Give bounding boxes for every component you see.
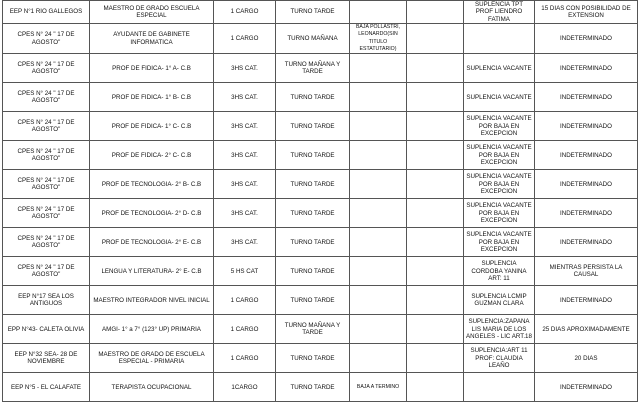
status-cell: SUPLENCIA VACANTE POR BAJA EN EXCEPCION [464, 141, 535, 170]
leave-cell [350, 286, 407, 315]
shift-cell: TURNO TARDE [276, 257, 350, 286]
hours-cell: 1 CARGO [214, 315, 276, 344]
leave-cell [350, 54, 407, 83]
duration-cell: INDETERMINADO [535, 83, 638, 112]
table-body [3, 1, 638, 402]
school-cell: CPES N° 24 " 17 DE AGOSTO" [3, 141, 90, 170]
position-cell: PROF DE TECNOLOGIA- 2° B- C.B [90, 170, 214, 199]
notes-cell [407, 1, 464, 24]
position-cell: AMGI- 1° a 7° (123° UP) PRIMARIA [90, 315, 214, 344]
status-cell: SUPLENCIA:ART 11 PROF: CLAUDIA LEAÑO [464, 344, 535, 373]
school-cell: CPES N° 24 " 17 DE AGOSTO" [3, 228, 90, 257]
duration-cell: INDETERMINADO [535, 54, 638, 83]
table-row [3, 112, 638, 141]
shift-cell: TURNO TARDE [276, 344, 350, 373]
table-row [3, 83, 638, 112]
notes-cell [407, 344, 464, 373]
position-cell: PROF DE TECNOLOGIA- 2° D- C.B [90, 199, 214, 228]
duration-cell: 25 DIAS APROXIMADAMENTE [535, 315, 638, 344]
notes-cell [407, 228, 464, 257]
hours-cell: 3HS CAT. [214, 112, 276, 141]
notes-cell [407, 112, 464, 141]
vacancy-table [2, 0, 638, 402]
duration-cell: MIENTRAS PERSISTA LA CAUSAL [535, 257, 638, 286]
school-cell: EPP N°43- CALETA OLIVIA [3, 315, 90, 344]
shift-cell: TURNO TARDE [276, 1, 350, 24]
shift-cell: TURNO TARDE [276, 170, 350, 199]
table-row [3, 257, 638, 286]
hours-cell: 3HS CAT. [214, 141, 276, 170]
status-cell: SUPLENCIA VACANTE [464, 54, 535, 83]
leave-cell [350, 315, 407, 344]
duration-cell: INDETERMINADO [535, 141, 638, 170]
school-cell: CPES N° 24 " 17 DE AGOSTO" [3, 24, 90, 54]
leave-cell [350, 170, 407, 199]
table-row [3, 170, 638, 199]
shift-cell: TURNO MAÑANA Y TARDE [276, 315, 350, 344]
duration-cell: INDETERMINADO [535, 228, 638, 257]
position-cell: MAESTRO DE GRADO DE ESCUELA ESPECIAL - PRIMARIA [90, 344, 214, 373]
position-cell: MAESTRO INTEGRADOR NIVEL INICIAL [90, 286, 214, 315]
leave-cell [350, 141, 407, 170]
leave-cell [350, 228, 407, 257]
school-cell: EEP N°32 SEA- 28 DE NOVIEMBRE [3, 344, 90, 373]
hours-cell: 3HS CAT. [214, 83, 276, 112]
status-cell: SUPLENCIA VACANTE [464, 83, 535, 112]
leave-cell [350, 344, 407, 373]
leave-cell [350, 112, 407, 141]
table-row [3, 54, 638, 83]
school-cell: EEP N°17 SEA LOS ANTIGUOS [3, 286, 90, 315]
shift-cell: TURNO TARDE [276, 286, 350, 315]
table-row [3, 228, 638, 257]
table-row [3, 141, 638, 170]
hours-cell: 1 CARGO [214, 344, 276, 373]
status-cell: SUPLENCIA VACANTE POR BAJA EN EXCEPCION [464, 199, 535, 228]
notes-cell [407, 54, 464, 83]
shift-cell: TURNO TARDE [276, 141, 350, 170]
leave-cell [350, 83, 407, 112]
position-cell: PROF DE FIDICA- 1° C- C.B [90, 112, 214, 141]
shift-cell: TURNO TARDE [276, 373, 350, 402]
shift-cell: TURNO TARDE [276, 228, 350, 257]
hours-cell: 3HS CAT. [214, 199, 276, 228]
position-cell: LENGUA Y LITERATURA- 2° E- C.B [90, 257, 214, 286]
school-cell: CPES N° 24 " 17 DE AGOSTO" [3, 199, 90, 228]
notes-cell [407, 170, 464, 199]
notes-cell [407, 315, 464, 344]
duration-cell: INDETERMINADO [535, 24, 638, 54]
status-cell: SUPLENCIA TPT PROF LIENDRO FATIMA [464, 1, 535, 24]
hours-cell: 3HS CAT. [214, 228, 276, 257]
status-cell: SUPLENCIA VACANTE POR BAJA EN EXCEPCION [464, 170, 535, 199]
vacancy-table-container [2, 0, 637, 417]
hours-cell: 3HS CAT. [214, 170, 276, 199]
notes-cell [407, 199, 464, 228]
position-cell: PROF DE FIDICA- 1° A- C.B [90, 54, 214, 83]
position-cell: PROF DE FIDICA- 1° B- C.B [90, 83, 214, 112]
hours-cell: 1 CARGO [214, 24, 276, 54]
position-cell: PROF DE FIDICA- 2° C- C.B [90, 141, 214, 170]
status-cell [464, 24, 535, 54]
shift-cell: TURNO TARDE [276, 112, 350, 141]
hours-cell: 3HS CAT. [214, 54, 276, 83]
leave-cell [350, 257, 407, 286]
table-row [3, 286, 638, 315]
notes-cell [407, 373, 464, 402]
leave-cell [350, 1, 407, 24]
table-row [3, 24, 638, 54]
school-cell: CPES N° 24 " 17 DE AGOSTO" [3, 112, 90, 141]
hours-cell: 5 HS CAT [214, 257, 276, 286]
status-cell [464, 373, 535, 402]
leave-cell [350, 199, 407, 228]
table-row [3, 315, 638, 344]
duration-cell: INDETERMINADO [535, 373, 638, 402]
position-cell: PROF DE TECNOLOGIA- 2° E- C.B [90, 228, 214, 257]
notes-cell [407, 141, 464, 170]
school-cell: CPES N° 24 " 17 DE AGOSTO" [3, 83, 90, 112]
status-cell: SUPLENCIA VACANTE POR BAJA EN EXCEPCION [464, 112, 535, 141]
duration-cell: 15 DIAS CON POSIBILIDAD DE EXTENSION [535, 1, 638, 24]
hours-cell: 1 CARGO [214, 286, 276, 315]
status-cell: SUPLENCIA LCMIP GUZMAN CLARA [464, 286, 535, 315]
duration-cell: INDETERMINADO [535, 286, 638, 315]
shift-cell: TURNO MAÑANA Y TARDE [276, 54, 350, 83]
notes-cell [407, 257, 464, 286]
status-cell: SUPLENCIA VACANTE POR BAJA EN EXCEPCION [464, 228, 535, 257]
school-cell: EEP N°1 RIO GALLEGOS [3, 1, 90, 24]
duration-cell: INDETERMINADO [535, 199, 638, 228]
leave-cell: BAJA POLLASTRI, LEONARDO(SIN TITULO ESTATUTARIO) [350, 24, 407, 54]
hours-cell: 1CARGO [214, 373, 276, 402]
school-cell: EEP N°5 - EL CALAFATE [3, 373, 90, 402]
status-cell: SUPLENCIA CORDOBA YANINA ART: 11 [464, 257, 535, 286]
table-row [3, 344, 638, 373]
hours-cell: 1 CARGO [214, 1, 276, 24]
notes-cell [407, 83, 464, 112]
school-cell: CPES N° 24 " 17 DE AGOSTO" [3, 54, 90, 83]
leave-cell: BAJA A TERMINO [350, 373, 407, 402]
position-cell: MAESTRO DE GRADO ESCUELA ESPECIAL [90, 1, 214, 24]
table-row [3, 199, 638, 228]
shift-cell: TURNO TARDE [276, 199, 350, 228]
school-cell: CPES N° 24 " 17 DE AGOSTO" [3, 257, 90, 286]
school-cell: CPES N° 24 " 17 DE AGOSTO" [3, 170, 90, 199]
duration-cell: 20 DIAS [535, 344, 638, 373]
notes-cell [407, 24, 464, 54]
table-row [3, 373, 638, 402]
shift-cell: TURNO MAÑANA [276, 24, 350, 54]
status-cell: SUPLENCIA:ZAPANA LIS MARIA DE LOS ANGELES - LIC ART.18 [464, 315, 535, 344]
position-cell: TERAPISTA OCUPACIONAL [90, 373, 214, 402]
notes-cell [407, 286, 464, 315]
shift-cell: TURNO TARDE [276, 83, 350, 112]
table-row [3, 1, 638, 24]
duration-cell: INDETERMINADO [535, 112, 638, 141]
position-cell: AYUDANTE DE GABINETE INFORMATICA [90, 24, 214, 54]
duration-cell: INDETERMINADO [535, 170, 638, 199]
